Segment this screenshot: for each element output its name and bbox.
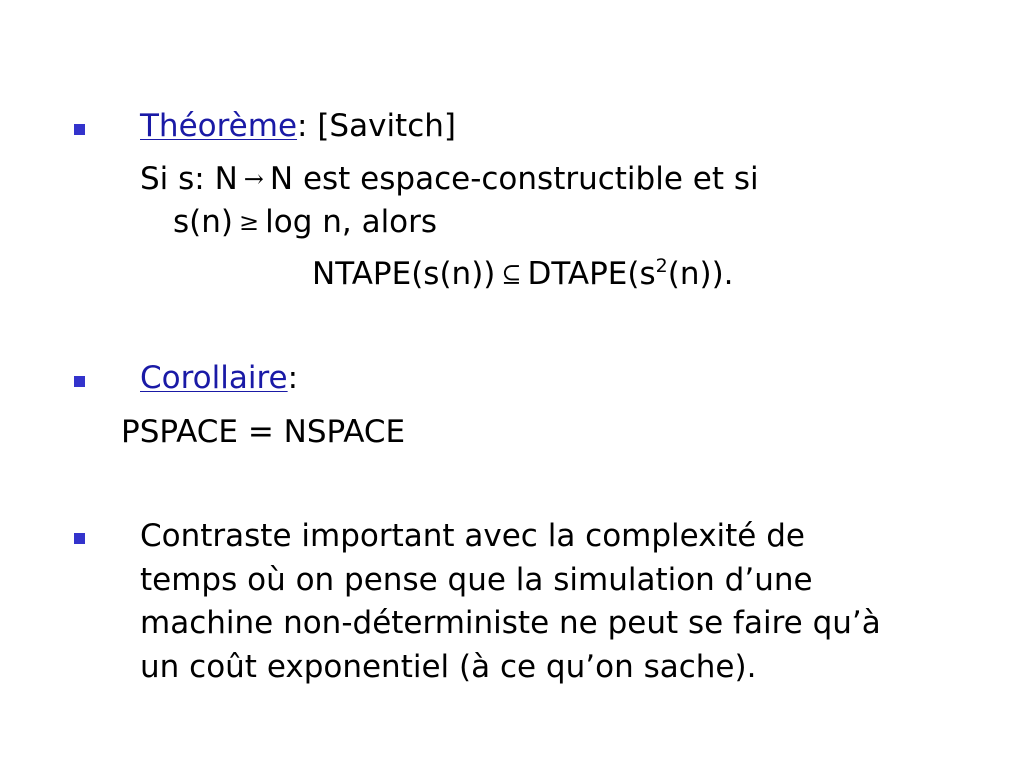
formula-dtape: DTAPE(s <box>527 256 656 292</box>
theorem-link[interactable]: Théorème <box>140 108 298 144</box>
theorem-line-2-start: s(n) <box>173 204 233 240</box>
theorem-line-1-start: Si s: N <box>140 161 238 197</box>
corollary-colon: : <box>287 360 299 396</box>
corollary-heading <box>140 359 298 397</box>
theorem-formula <box>312 255 734 293</box>
theorem-source: : [Savitch] <box>297 108 456 144</box>
corollary-link[interactable]: Corollaire <box>140 360 288 396</box>
subseteq-symbol: ⊆ <box>501 260 522 288</box>
theorem-line-2 <box>173 203 437 241</box>
contrast-line-3: machine non-déterministe ne peut se faire qu’à <box>140 605 881 641</box>
corollary-statement: PSPACE = NSPACE <box>121 414 406 450</box>
theorem-heading <box>140 107 456 145</box>
theorem-line-2-end: log n, alors <box>265 204 438 240</box>
formula-exponent: 2 <box>655 255 668 277</box>
bullet-contrast <box>74 533 85 544</box>
theorem-line-1 <box>140 160 759 198</box>
theorem-line-1-end: N est espace-constructible et si <box>269 161 759 197</box>
formula-end: (n)). <box>667 256 734 292</box>
formula-ntape: NTAPE(s(n)) <box>312 256 496 292</box>
contrast-line-1: Contraste important avec la complexité de <box>140 518 805 554</box>
arrow-symbol: → <box>243 165 264 193</box>
geq-symbol: ≥ <box>239 208 260 236</box>
bullet-corollary <box>74 376 85 387</box>
bullet-theorem <box>74 124 85 135</box>
contrast-line-2: temps où on pense que la simulation d’une <box>140 562 813 598</box>
contrast-line-4: un coût exponentiel (à ce qu’on sache). <box>140 649 757 685</box>
